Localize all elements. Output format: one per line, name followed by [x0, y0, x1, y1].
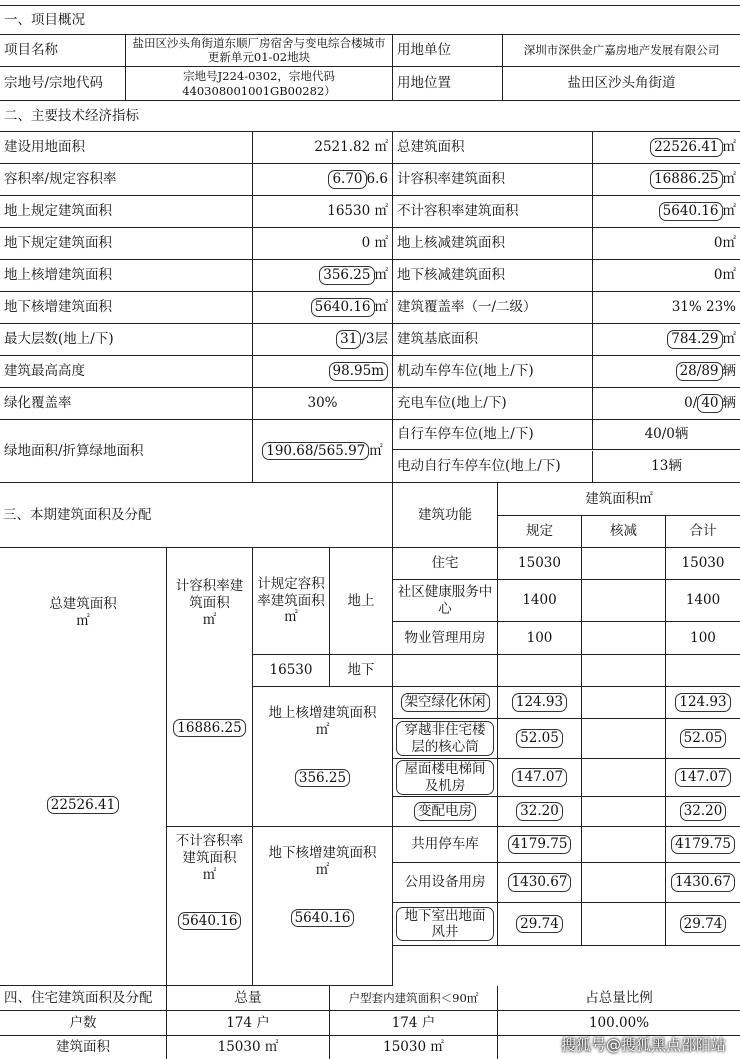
above-increase-label: 地上核增建筑面积 [268, 705, 377, 721]
below-function-name-cell [393, 863, 498, 903]
indicator-value-cell-2 [593, 356, 740, 387]
plan-value-cell [498, 580, 582, 622]
indicator-label-2: 地上核减建筑面积 [393, 228, 593, 259]
parcel-row [0, 67, 740, 101]
area-label: 建筑面积 [0, 1036, 167, 1059]
below-function-name: 公用设备用房 [404, 874, 486, 891]
above-plan-value: 52.05 [516, 729, 563, 747]
function-name: 社区健康服务中心 [397, 583, 493, 617]
reduce-value-cell [582, 580, 666, 622]
far-area-label: 计容积率建筑面积 [175, 578, 244, 611]
indicator-label-2: 总建筑面积 [393, 132, 593, 163]
above-function-name-cell [393, 759, 498, 797]
indicator-value-2: 0㎡ [713, 235, 736, 252]
indicator-label: 建筑最高高度 [0, 356, 253, 387]
indicator-value-secondary: 6.6 [366, 171, 388, 188]
indicator-value-cell [253, 388, 393, 419]
indicator-value-2: 0㎡ [713, 267, 736, 284]
function-name: 物业管理用房 [404, 629, 486, 646]
indicator-value-2-highlight: 40 [697, 394, 722, 412]
indicator-value-cell [253, 164, 393, 195]
below-plan-value-cell [498, 827, 582, 863]
below-total-value: 1430.67 [671, 873, 735, 891]
watermark: 搜狐号@搜狐黑点邵阳站 [560, 1036, 726, 1054]
ebike-value: 13辆 [651, 458, 682, 475]
reduce-value-cell [582, 622, 666, 655]
indicator-unit-2: 辆 [722, 363, 736, 380]
plan-far-label: 计规定容积率建筑面积 [257, 575, 325, 609]
above-plan-value: 32.20 [516, 802, 563, 820]
indicator-value-cell-2 [593, 196, 740, 227]
above-plan-value-cell [498, 719, 582, 759]
indicator-value-cell-2 [593, 292, 740, 323]
indicator-label-2: 建筑基底面积 [393, 324, 593, 355]
below-function-name: 共用停车库 [411, 836, 479, 853]
above-plan-value: 147.07 [512, 768, 567, 786]
plan-far-cell [253, 548, 330, 655]
section4-col-ratio: 占总量比例 [585, 989, 653, 1006]
indicator-value-cell [253, 132, 393, 163]
section4-col-total: 总量 [167, 986, 330, 1010]
indicator-label-2: 机动车停车位(地上/下) [393, 356, 593, 387]
function-name: 住宅 [431, 555, 459, 572]
below-total-value-cell [666, 827, 740, 863]
below-function-name-cell [393, 903, 498, 946]
indicator-value-cell [253, 260, 393, 291]
parcel-label: 宗地号/宗地代码 [0, 67, 126, 100]
indicator-row [0, 292, 740, 324]
above-total-value-cell [666, 797, 740, 827]
plan-value: 100 [526, 629, 553, 646]
plan-far-unit: ㎡ [284, 609, 298, 626]
section1-header [0, 5, 740, 35]
parcel-value: 宗地号J224-0302，宗地代码440308001001GB00282） [126, 67, 393, 100]
below-function-name: 地下室出地面风井 [396, 907, 494, 941]
indicator-label-2: 建筑覆盖率（一/二级） [393, 292, 593, 323]
above-increase-value: 356.25 [295, 769, 350, 787]
below-total-value: 29.74 [680, 915, 727, 933]
indicator-value: 0 ㎡ [361, 235, 388, 252]
indicator-label-2: 充电车位(地上/下) [393, 388, 593, 419]
indicator-value-cell-2 [593, 260, 740, 291]
plan-value: 1400 [522, 592, 557, 609]
indicator-label: 建设用地面积 [0, 132, 253, 163]
indicator-value-cell-2 [593, 132, 740, 163]
above-function-name: 穿越非住宅楼层的核心筒 [396, 721, 494, 755]
indicator-value-prefix: 0/ [684, 395, 698, 412]
ebike-label: 电动自行车停车位(地上/下) [393, 451, 593, 482]
below-reduce-value-cell [582, 827, 666, 863]
indicator-value-cell [253, 228, 393, 259]
indicator-value-highlight: 31 [336, 330, 361, 348]
indicator-label: 地上核增建筑面积 [0, 260, 253, 291]
above-increase-unit: ㎡ [315, 721, 330, 738]
reduce-value-cell [582, 548, 666, 580]
function-name-cell [393, 622, 498, 655]
indicator-label-2: 地下核减建筑面积 [393, 260, 593, 291]
below-reduce-value-cell [582, 863, 666, 903]
area-total: 15030 ㎡ [167, 1036, 330, 1059]
below-increase-value: 5640.16 [291, 909, 355, 927]
indicator-value-2-highlight: 5640.16 [659, 202, 723, 220]
indicator-unit: ㎡ [374, 267, 388, 284]
green-row [0, 420, 740, 483]
indicator-label: 地上规定建筑面积 [0, 196, 253, 227]
section3-table [0, 483, 740, 986]
far-area-cell [167, 548, 253, 827]
indicator-value-cell [253, 356, 393, 387]
bike-label: 自行车停车位(地上/下) [393, 420, 593, 450]
above-plan-value: 124.93 [512, 693, 567, 711]
total-area-value: 22526.41 [47, 796, 119, 814]
bike-value: 40/0辆 [593, 420, 740, 450]
green-value-cell [253, 420, 393, 482]
households-total: 174 户 [167, 1011, 330, 1035]
indicator-value: 16530 ㎡ [327, 203, 388, 220]
indicator-row [0, 388, 740, 420]
indicator-value-2-highlight: 28/89 [676, 362, 723, 380]
indicator-row [0, 356, 740, 388]
indicator-value: 2521.82 ㎡ [314, 139, 388, 156]
indicator-unit-2: 辆 [722, 395, 736, 412]
green-unit: ㎡ [369, 442, 383, 459]
above-plan-value-cell [498, 797, 582, 827]
section4-col-small: 户型套内建筑面积＜90㎡ [330, 986, 498, 1010]
indicator-unit-2: ㎡ [722, 203, 736, 220]
indicator-value-cell-2 [593, 388, 740, 419]
total-area-cell [0, 548, 167, 986]
indicator-label: 最大层数(地上/下) [0, 324, 253, 355]
below-reduce-value-cell [582, 903, 666, 946]
nonfar-area-unit: ㎡ [202, 866, 217, 883]
below-increase-unit: ㎡ [315, 861, 330, 878]
below-increase-cell [253, 827, 393, 986]
function-name-cell [393, 548, 498, 580]
indicator-value-highlight: 356.25 [319, 266, 374, 284]
green-value: 190.68/565.97 [262, 442, 369, 460]
above-function-name: 变配电房 [414, 802, 476, 820]
below-plan-value: 29.74 [516, 915, 563, 933]
indicator-value-cell-2 [593, 324, 740, 355]
col-reduce: 核减 [582, 516, 666, 548]
indicator-value-2: 31% 23% [671, 299, 736, 316]
indicator-label: 容积率/规定容积率 [0, 164, 253, 195]
indicator-label-2: 不计容积率建筑面积 [393, 196, 593, 227]
far-area-unit: ㎡ [202, 611, 217, 628]
indicator-value-highlight: 98.95m [329, 362, 388, 380]
indicator-unit-2: ㎡ [722, 139, 736, 156]
plan-empty-cell [498, 655, 582, 687]
above-reduce-value-cell [582, 687, 666, 719]
section4-title: 四、住宅建筑面积及分配 [0, 986, 167, 1010]
below-total-value-cell [666, 903, 740, 946]
indicator-label-2: 计容积率建筑面积 [393, 164, 593, 195]
reduce-empty-cell [582, 655, 666, 687]
land-unit-value: 深圳市深供金广嘉房地产发展有限公司 [523, 42, 720, 57]
households-row [0, 1011, 740, 1036]
indicator-value-highlight: 6.70 [328, 170, 366, 188]
location-value: 盐田区沙头角街道 [567, 75, 676, 92]
total-value-cell [666, 622, 740, 655]
above-total-value-cell [666, 719, 740, 759]
nonfar-area-value: 5640.16 [178, 912, 242, 930]
indicator-value-cell-2 [593, 164, 740, 195]
above-plan-value-cell [498, 759, 582, 797]
households-ratio: 100.00% [588, 1014, 650, 1031]
below-label: 地下 [330, 655, 393, 687]
indicator-label: 地下规定建筑面积 [0, 228, 253, 259]
above-function-name-cell [393, 719, 498, 759]
function-name-cell [393, 580, 498, 622]
function-header: 建筑功能 [393, 483, 498, 548]
above-reduce-value-cell [582, 759, 666, 797]
area-header: 建筑面积㎡ [498, 483, 740, 516]
total-area-label: 总建筑面积 [49, 596, 117, 612]
total-value: 15030 [681, 555, 725, 572]
green-label: 绿地面积/折算绿地面积 [0, 420, 253, 482]
nonfar-area-cell [167, 827, 253, 986]
above-reduce-value-cell [582, 797, 666, 827]
below-function-name-cell [393, 827, 498, 863]
above-total-value-cell [666, 759, 740, 797]
below-plan-value: 4179.75 [508, 835, 572, 853]
indicator-unit-2: ㎡ [722, 331, 736, 348]
function-empty-cell [393, 655, 498, 687]
households-small: 174 户 [330, 1011, 498, 1035]
total-value-cell [666, 580, 740, 622]
indicator-value-cell [253, 324, 393, 355]
above-total-value-cell [666, 687, 740, 719]
above-total-value: 32.20 [680, 802, 727, 820]
indicator-row [0, 324, 740, 356]
above-function-name-cell [393, 797, 498, 827]
above-label: 地上 [330, 548, 393, 655]
total-empty-cell [666, 655, 740, 687]
indicator-value-cell [253, 292, 393, 323]
total-area-unit: ㎡ [76, 612, 90, 629]
below-increase-label: 地下核增建筑面积 [268, 845, 377, 861]
indicator-unit: ㎡ [374, 299, 388, 316]
above-function-name: 架空绿化休闲 [401, 693, 490, 711]
below-total-value-cell [666, 863, 740, 903]
above-total-value: 52.05 [680, 729, 727, 747]
total-value: 1400 [685, 592, 721, 609]
households-label: 户数 [0, 1011, 167, 1035]
col-total: 合计 [666, 516, 740, 548]
indicator-value-2-highlight: 22526.41 [650, 138, 722, 156]
indicator-row [0, 132, 740, 164]
section3-title: 三、本期建筑面积及分配 [0, 483, 393, 548]
section1-title: 一、项目概况 [4, 11, 85, 28]
nonfar-area-label: 不计容积率建筑面积 [175, 833, 244, 866]
below-total-value: 4179.75 [671, 835, 735, 853]
plan-value-cell [498, 622, 582, 655]
indicator-label: 地下核增建筑面积 [0, 292, 253, 323]
indicator-row [0, 260, 740, 292]
below-plan-value: 1430.67 [508, 873, 572, 891]
indicator-value-cell [253, 196, 393, 227]
indicator-value-highlight: 5640.16 [311, 298, 375, 316]
indicator-value-cell-2 [593, 228, 740, 259]
above-increase-cell [253, 687, 393, 827]
below-plan-value-cell [498, 863, 582, 903]
indicator-value-2-highlight: 16886.25 [650, 170, 722, 188]
above-total-value: 124.93 [675, 693, 730, 711]
above-function-name: 屋面楼电梯间及机房 [396, 760, 494, 794]
indicator-value: 30% [307, 395, 338, 412]
above-reduce-value-cell [582, 719, 666, 759]
area-small: 15030 ㎡ [330, 1036, 498, 1059]
indicator-row [0, 196, 740, 228]
section4-header-row [0, 986, 740, 1011]
below-plan-value-cell [498, 903, 582, 946]
above-total-value: 147.07 [675, 768, 730, 786]
plan-far-value: 16530 [253, 655, 330, 687]
total-value-cell [666, 548, 740, 580]
plan-value-cell [498, 548, 582, 580]
plan-value: 15030 [518, 555, 561, 572]
section2-header [0, 101, 740, 132]
above-plan-value-cell [498, 687, 582, 719]
location-label: 用地位置 [393, 67, 503, 100]
section2-title: 二、主要技术经济指标 [4, 107, 139, 124]
project-name-row [0, 34, 740, 67]
indicator-unit: /3层 [361, 331, 388, 348]
indicator-row [0, 164, 740, 196]
indicator-row [0, 228, 740, 260]
far-area-value: 16886.25 [173, 719, 245, 737]
indicator-unit-2: ㎡ [722, 171, 736, 188]
project-name-label: 项目名称 [0, 34, 126, 66]
col-plan: 规定 [498, 516, 582, 548]
land-unit-label: 用地单位 [393, 34, 503, 66]
above-function-name-cell [393, 687, 498, 719]
indicator-value-2-highlight: 784.29 [667, 330, 722, 348]
total-value: 100 [690, 629, 716, 646]
indicator-label: 绿化覆盖率 [0, 388, 253, 419]
project-name-value: 盐田区沙头角街道东顺厂房宿舍与变电综合楼城市更新单元01-02地块 [126, 34, 393, 66]
